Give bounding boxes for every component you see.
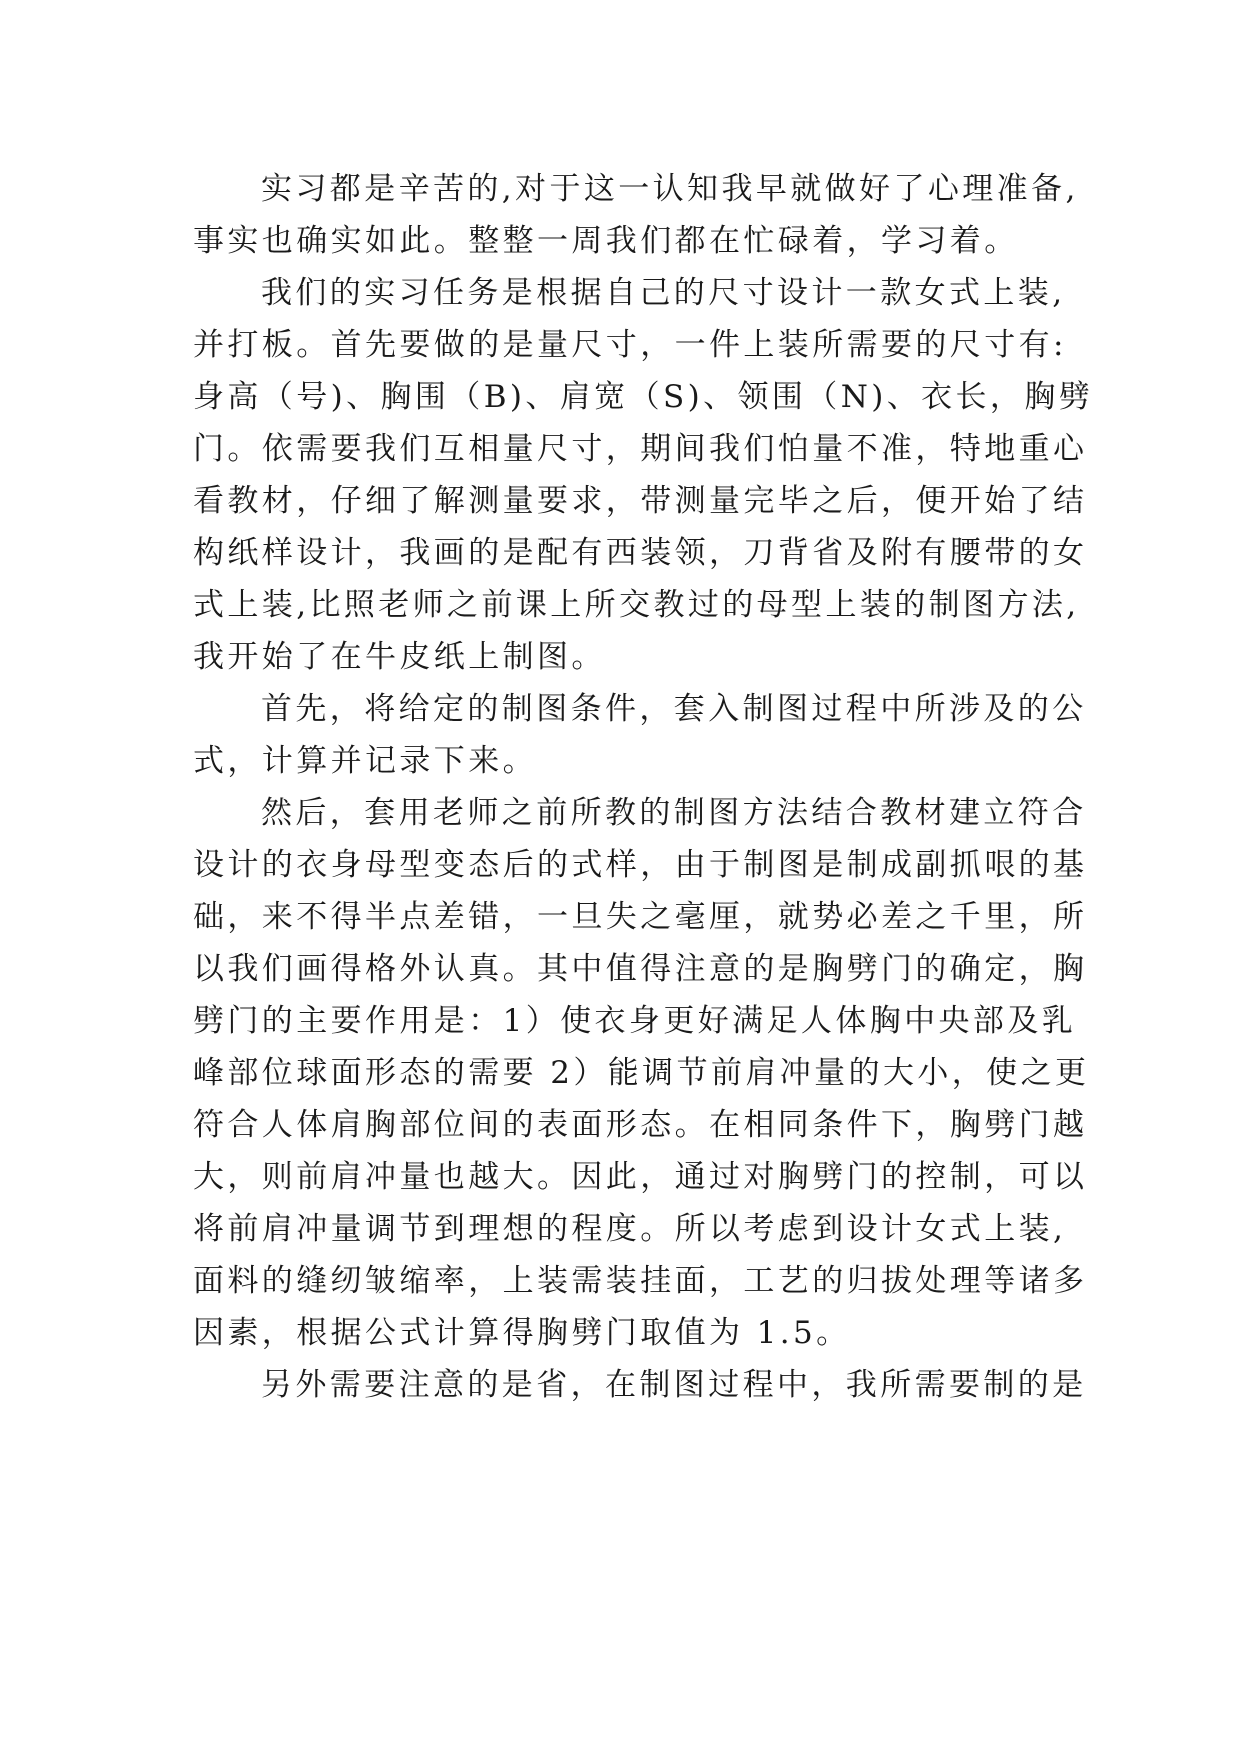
text-line: 我开始了在牛皮纸上制图。 bbox=[193, 639, 606, 675]
text-line: 构纸样设计，我画的是配有西装领，刀背省及附有腰带的女 bbox=[193, 535, 1088, 571]
text-line: 首先，将给定的制图条件，套入制图过程中所涉及的公 bbox=[261, 691, 1087, 727]
text-line: 设计的衣身母型变态后的式样，由于制图是制成副抓哏的基 bbox=[193, 847, 1088, 883]
text-line: 式上装,比照老师之前课上所交教过的母型上装的制图方法, bbox=[193, 587, 1080, 623]
text-line: 并打板。首先要做的是量尺寸，一件上装所需要的尺寸有: bbox=[193, 327, 1067, 363]
text-line: 实习都是辛苦的,对于这一认知我早就做好了心理准备, bbox=[261, 171, 1079, 207]
text-line: 事实也确实如此。整整一周我们都在忙碌着，学习着。 bbox=[193, 223, 1019, 259]
text-line: 式，计算并记录下来。 bbox=[193, 743, 537, 779]
text-line: 劈门的主要作用是：1）使衣身更好满足人体胸中央部及乳 bbox=[193, 1003, 1077, 1039]
text-line: 峰部位球面形态的需要 2）能调节前肩冲量的大小，使之更 bbox=[193, 1055, 1090, 1091]
text-line: 然后，套用老师之前所教的制图方法结合教材建立符合 bbox=[261, 795, 1087, 831]
text-line: 另外需要注意的是省，在制图过程中，我所需要制的是 bbox=[261, 1367, 1087, 1403]
paragraph-2 bbox=[193, 267, 1094, 683]
text-line: 将前肩冲量调节到理想的程度。所以考虑到设计女式上装, bbox=[193, 1211, 1067, 1247]
text-line: 身高（号)、胸围（B)、肩宽（S)、领围（N)、衣长，胸劈 bbox=[193, 379, 1094, 415]
paragraph-5 bbox=[193, 1359, 1087, 1411]
text-line: 我们的实习任务是根据自己的尺寸设计一款女式上装, bbox=[261, 275, 1066, 311]
paragraph-4 bbox=[193, 787, 1090, 1359]
text-line: 因素，根据公式计算得胸劈门取值为 1.5。 bbox=[193, 1315, 851, 1351]
paragraph-3 bbox=[193, 683, 1087, 787]
text-line: 看教材，仔细了解测量要求，带测量完毕之后，便开始了结 bbox=[193, 483, 1088, 519]
text-line: 以我们画得格外认真。其中值得注意的是胸劈门的确定，胸 bbox=[193, 951, 1088, 987]
text-line: 大，则前肩冲量也越大。因此，通过对胸劈门的控制，可以 bbox=[193, 1159, 1088, 1195]
text-line: 础，来不得半点差错，一旦失之毫厘，就势必差之千里，所 bbox=[193, 899, 1088, 935]
body-text bbox=[193, 163, 1094, 1411]
paragraph-1 bbox=[193, 163, 1079, 267]
text-line: 门。依需要我们互相量尺寸，期间我们怕量不准，特地重心 bbox=[193, 431, 1088, 467]
text-line: 符合人体肩胸部位间的表面形态。在相同条件下，胸劈门越 bbox=[193, 1107, 1088, 1143]
text-line: 面料的缝纫皱缩率，上装需装挂面，工艺的归拔处理等诸多 bbox=[193, 1263, 1088, 1299]
